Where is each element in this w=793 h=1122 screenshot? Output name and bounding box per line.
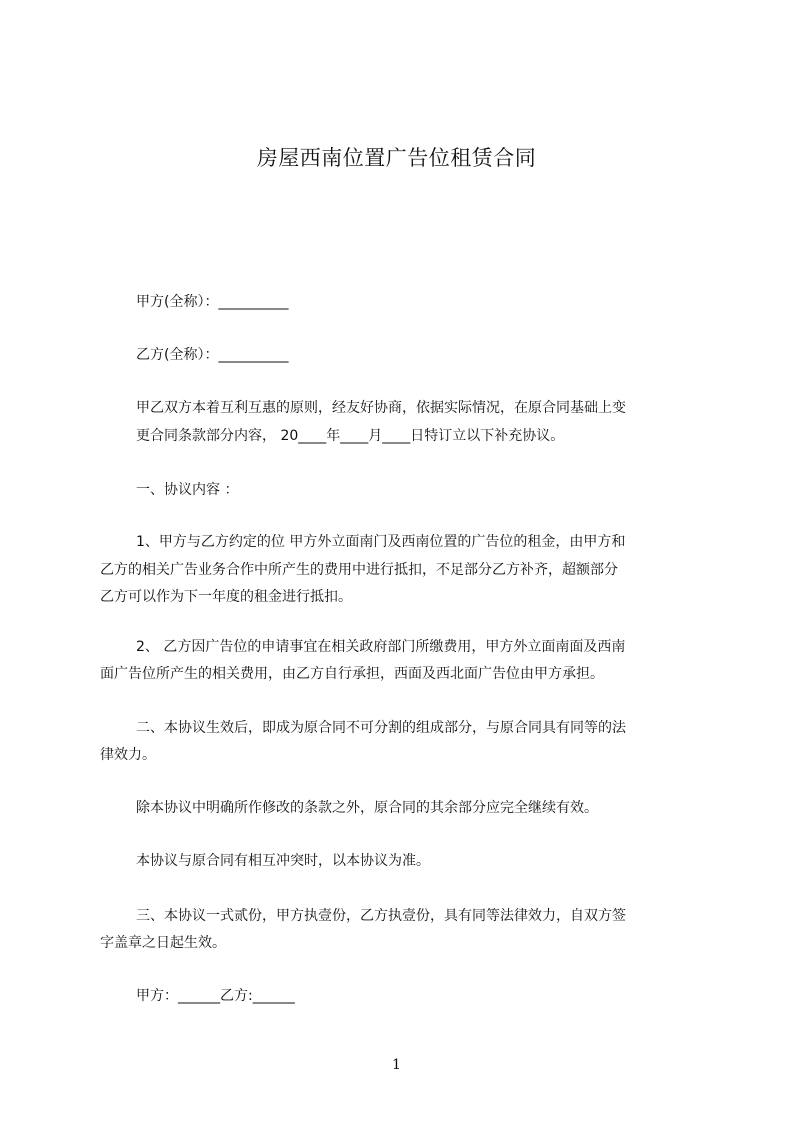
remainder-clause: 除本协议中明确所作修改的条款之外，原合同的其余部分应完全继续有效。 [136,800,598,816]
section2-line-1: 二、本协议生效后，即成为原合同不可分割的组成部分，与原合同具有同等的法 [136,720,626,736]
clause2-line-1: 2、 乙方因广告位的申请事宜在相关政府部门所缴费用，甲方外立面南面及西南 [136,639,626,655]
document-title: 房屋西南位置广告位租赁合同 [256,146,537,170]
clause1-line-1: 1、甲方与乙方约定的位 甲方外立面南门及西南位置的广告位的租金，由甲方和 [136,534,626,550]
party-a-line: 甲方(全称）：__________ [136,294,289,310]
intro-line-2: 更合同条款部分内容， 20____年____月____日特订立以下补充协议。 [136,428,565,444]
party-b-line: 乙方(全称）：__________ [136,347,289,363]
clause1-line-3: 乙方可以作为下一年度的租金进行抵扣。 [100,589,352,605]
precedence-clause: 本协议与原合同有相互冲突时，以本协议为准。 [136,853,430,869]
page-number: 1 [392,1057,401,1073]
section3-line-1: 三、本协议一式贰份，甲方执壹份，乙方执壹份，具有同等法律效力，自双方签 [136,908,626,924]
clause2-line-2: 面广告位所产生的相关费用，由乙方自行承担，西面及西北面广告位由甲方承担。 [100,666,604,682]
signature-line: 甲方：______乙方:______ [136,988,295,1004]
section1-heading: 一、协议内容 ： [136,482,239,498]
section3-line-2: 字盖章之日起生效。 [100,935,226,951]
intro-line-1: 甲乙双方本着互利互惠的原则，经友好协商，依据实际情况，在原合同基础上变 [136,400,626,416]
section2-line-2: 律效力。 [100,747,156,763]
clause1-line-2: 乙方的相关广告业务合作中所产生的费用中进行抵扣，不足部分乙方补齐，超额部分 [100,562,618,578]
